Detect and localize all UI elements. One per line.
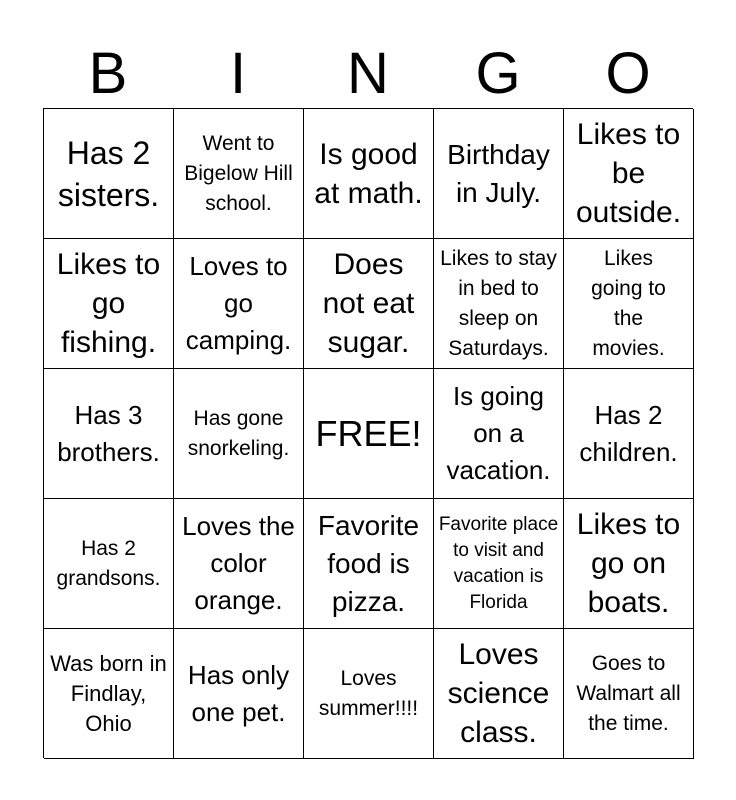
bingo-cell[interactable]: Has 2 grandsons. [44, 499, 174, 629]
header-letter-g: G [475, 41, 521, 106]
bingo-cell[interactable]: Goes to Walmart all the time. [564, 629, 694, 759]
bingo-cell[interactable]: Favorite food is pizza. [304, 499, 434, 629]
bingo-cell[interactable]: Loves to go camping. [174, 239, 304, 369]
bingo-cell[interactable]: Birthday in July. [434, 109, 564, 239]
bingo-cell[interactable]: Likes going to the movies. [564, 239, 694, 369]
header-letter-i: I [229, 41, 247, 106]
header-letter-o: O [605, 41, 651, 106]
bingo-cell[interactable]: Has 2 children. [564, 369, 694, 499]
bingo-cell[interactable]: Has gone snorkeling. [174, 369, 304, 499]
bingo-cell[interactable]: Loves the color orange. [174, 499, 304, 629]
bingo-cell[interactable]: Loves science class. [434, 629, 564, 759]
bingo-cell[interactable]: Has 3 brothers. [44, 369, 174, 499]
bingo-cell[interactable]: Has only one pet. [174, 629, 304, 759]
bingo-header [43, 40, 693, 108]
bingo-grid [43, 108, 693, 758]
bingo-cell[interactable]: Is going on a vacation. [434, 369, 564, 499]
bingo-cell[interactable]: Likes to be outside. [564, 109, 694, 239]
bingo-cell[interactable]: Was born in Findlay, Ohio [44, 629, 174, 759]
bingo-cell[interactable]: Went to Bigelow Hill school. [174, 109, 304, 239]
bingo-cell[interactable]: Likes to go on boats. [564, 499, 694, 629]
bingo-cell[interactable]: Likes to go fishing. [44, 239, 174, 369]
bingo-cell[interactable]: Has 2 sisters. [44, 109, 174, 239]
bingo-cell[interactable]: Loves summer!!!! [304, 629, 434, 759]
header-letter-b: B [88, 41, 128, 106]
bingo-cell-free[interactable]: FREE! [304, 369, 434, 499]
header-letter-n: N [347, 41, 389, 106]
bingo-cell[interactable]: Is good at math. [304, 109, 434, 239]
bingo-cell[interactable]: Favorite place to visit and vacation is Florida [434, 499, 564, 629]
bingo-cell[interactable]: Does not eat sugar. [304, 239, 434, 369]
bingo-cell[interactable]: Likes to stay in bed to sleep on Saturdays. [434, 239, 564, 369]
